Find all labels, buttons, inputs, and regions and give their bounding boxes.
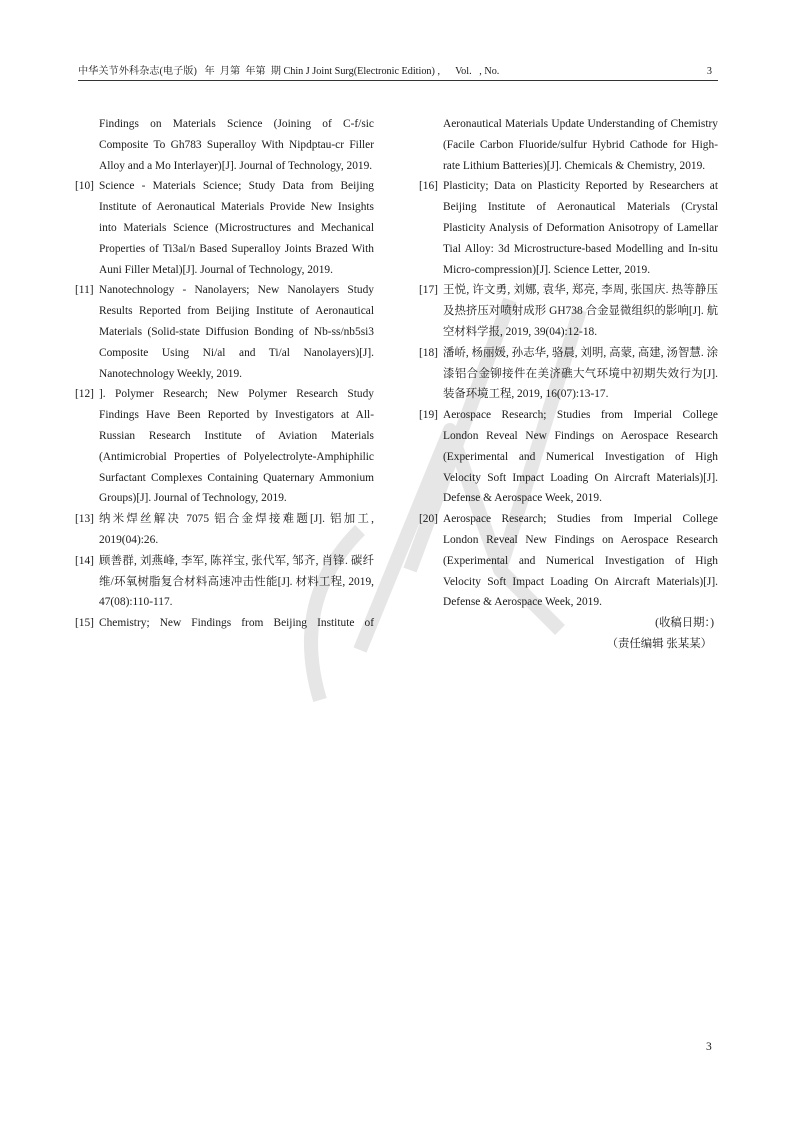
reference-number: [11] — [75, 284, 94, 297]
reference-item — [420, 176, 718, 280]
reference-number: [13] — [75, 513, 94, 526]
reference-item — [76, 176, 374, 280]
reference-continued — [420, 114, 718, 176]
received-date: (收稿日期：) — [655, 617, 714, 630]
reference-text: Nanotechnology - Nanolayers; New Nanolayers Study Results Reported from Beijing Institute of Aeronautical Materials (Solid-state Diffusion Bonding of Nb-ss/nb5si3 Composite Using Ni/al and Ti/al Nanolayers)[J]. Nanotechnology Weekly, 2019. — [99, 284, 374, 380]
reference-text: Plasticity; Data on Plasticity Reported by Researchers at Beijing Institute of Aeronautical Materials (Crystal Plasticity Analysis of Deformation Anisotropy of Lamellar Tial Alloy: 3d Microstructure-based Modelling and In-situ Micro-compression)[J]. Science Letter, 2019. — [443, 180, 718, 276]
reference-item — [420, 509, 718, 613]
reference-text: Aeronautical Materials Update Understanding of Chemistry (Facile Carbon Fluoride/sulfur Hybrid Cathode for High-rate Lithium Batteries)[J]. Chemicals & Chemistry, 2019. — [443, 118, 718, 172]
reference-item — [76, 613, 374, 634]
reference-text: ]. Polymer Research; New Polymer Research Study Findings Have Been Reported by Investigators at All-Russian Research Institute of Aviation Materials (Antimicrobial Properties of Polyelectrolyte-Amphiphilic Surfactant Complexes Containing Quaternary Ammonium Groups)[J]. Journal of Technology, 2019. — [99, 388, 374, 505]
running-header — [78, 64, 718, 81]
reference-item — [76, 551, 374, 613]
reference-continued — [76, 114, 374, 176]
reference-number: [15] — [75, 617, 94, 630]
reference-text: Findings on Materials Science (Joining of C-f/sic Composite To Gh783 Superalloy With Nipdptau-cr Filler Alloy and a Mo Interlayer)[J]. Journal of Technology, 2019. — [99, 118, 374, 172]
reference-text: 顾善群, 刘燕峰, 李军, 陈祥宝, 张代军, 邹齐, 肖锋. 碳纤维/环氧树脂复合材料高速冲击性能[J]. 材料工程, 2019, 47(08):110-117. — [99, 554, 374, 609]
reference-number: [16] — [419, 180, 438, 193]
reference-text: Aerospace Research; Studies from Imperial College London Reveal New Findings on Aerospace Research (Experimental and Numerical Investigation of High Velocity Soft Impact Loading On Aircraft Materials)[J]. Defense & Aerospace Week, 2019. — [443, 409, 718, 505]
reference-text: 纳米焊丝解决 7075 铝合金焊接难题[J]. 铝加工, 2019(04):26. — [99, 513, 374, 546]
header-page-number: 3 — [706, 66, 712, 77]
responsible-editor: （责任编辑 张某某） — [606, 637, 712, 650]
reference-item — [420, 405, 718, 509]
reference-number: [20] — [419, 513, 438, 526]
reference-item — [420, 280, 718, 342]
reference-number: [17] — [419, 284, 438, 297]
reference-text: 王悦, 许文勇, 刘娜, 袁华, 郑亮, 李周, 张国庆. 热等静压及热挤压对喷射成形 GH738 合金显微组织的影响[J]. 航空材料学报, 2019, 39(04):12-18. — [443, 284, 718, 338]
reference-number: [18] — [419, 346, 438, 359]
reference-item — [420, 343, 718, 405]
reference-number: [12] — [75, 388, 94, 401]
reference-item — [76, 384, 374, 509]
reference-number: [10] — [75, 180, 94, 193]
left-column — [76, 114, 374, 634]
reference-text: Aerospace Research; Studies from Imperial College London Reveal New Findings on Aerospace Research (Experimental and Numerical Investigation of High Velocity Soft Impact Loading On Aircraft Materials)[J]. Defense & Aerospace Week, 2019. — [443, 513, 718, 609]
right-column — [420, 114, 718, 655]
footer-page-number: 3 — [706, 1041, 712, 1053]
journal-running-title: 中华关节外科杂志(电子版) 年 月第 年第 期 Chin J Joint Surg(Electronic Edition) , Vol. , No. — [78, 66, 500, 77]
reference-number: [14] — [75, 554, 94, 567]
reference-text: 潘峤, 杨丽媛, 孙志华, 骆晨, 刘明, 高蒙, 高建, 汤智慧. 涂漆铝合金铆接件在美济礁大气环境中初期失效行为[J]. 装备环境工程, 2019, 16(07):13-17. — [443, 346, 718, 401]
reference-text: Chemistry; New Findings from Beijing Institute of — [99, 617, 374, 630]
reference-item — [76, 280, 374, 384]
reference-text: Science - Materials Science; Study Data from Beijing Institute of Aeronautical Materials Provide New Insights into Materials Science (Microstructures and Mechanical Properties of Ti3al/n Based Superalloy Joints Brazed With Auni Filler Metal)[J]. Journal of Technology, 2019. — [99, 180, 374, 276]
reference-number: [19] — [419, 409, 438, 422]
reference-item — [76, 509, 374, 551]
